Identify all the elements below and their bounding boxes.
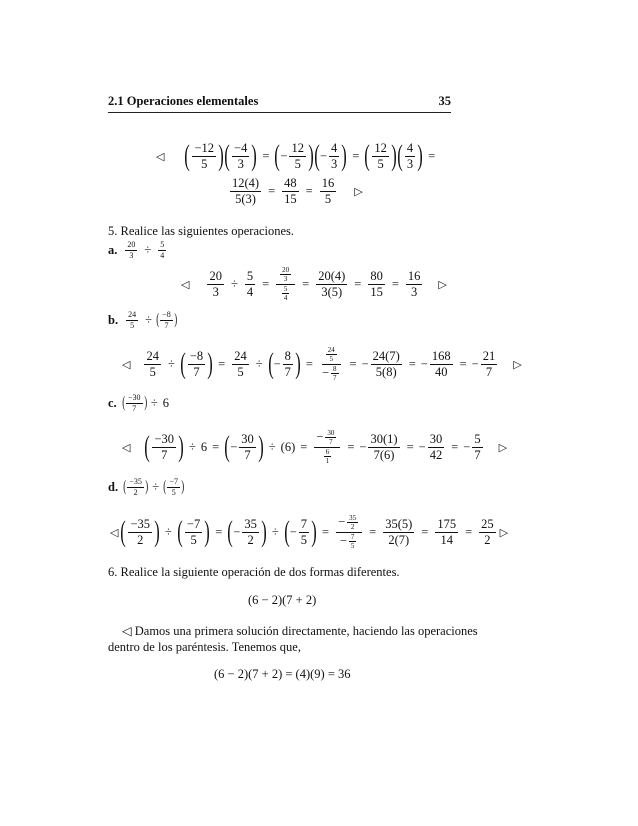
fraction: $\frac{7}{5}$: [300, 517, 308, 547]
fraction: $\frac{-4}{3}$: [234, 141, 248, 171]
exercise-5a-solution: ◁ $\frac{20}{3}$ ÷ $\frac{5}{4}$ = $\frac{\frac{20}{3}}{\frac{5}{4}}$ = $\frac{20(4)}{3(5)}$ = $\frac{80}{15}$ = $\frac{16}{3}$ ▷: [181, 266, 447, 302]
paren-group: ( $\frac{4}{3}$ ): [397, 139, 423, 172]
close-triangle-icon: ▷: [354, 185, 363, 198]
open-triangle-icon: ◁: [110, 526, 119, 539]
close-triangle-icon: ▷: [513, 358, 522, 371]
fraction: $\frac{4}{3}$: [331, 141, 338, 171]
section-title: 2.1 Operaciones elementales: [108, 94, 259, 108]
fraction: $\frac{12}{5}$: [374, 141, 387, 171]
compound-fraction: $\frac{\frac{20}{3}}{\frac{5}{4}}$: [276, 266, 295, 301]
fraction: $\frac{8}{7}$: [284, 349, 291, 379]
fraction: $\frac{20}{3}$: [127, 240, 136, 260]
paren-group: ( − $\frac{12}{5}$ ): [274, 139, 314, 172]
fraction: $\frac{12(4)}{5(3)}$: [232, 176, 260, 206]
fraction: $\frac{30(1)}{7(6)}$: [370, 432, 398, 462]
fraction: $\frac{-35}{2}$: [129, 477, 142, 497]
exercise-6-paragraph-line-1: ◁ Damos una primera solución directamente, haciendo las operaciones: [122, 624, 478, 638]
fraction: $\frac{24(7)}{5(8)}$: [372, 349, 400, 379]
paren-group: ( $\frac{12}{5}$ ): [364, 139, 397, 172]
fraction: $\frac{-8}{7}$: [189, 349, 204, 379]
exercise-5c-problem: c. ( $\frac{-30}{7}$ ) ÷ 6: [108, 393, 169, 413]
compound-fraction: − $\frac{35}{2}$ − $\frac{7}{5}$: [336, 514, 362, 549]
fraction: $\frac{-35}{2}$: [130, 517, 151, 547]
close-triangle-icon: ▷: [438, 278, 447, 291]
fraction: $\frac{80}{15}$: [370, 269, 383, 299]
exercise-5d-problem: d. ( $\frac{-35}{2}$ ) ÷ ( $\frac{-7}{5}$ ): [108, 477, 185, 497]
close-triangle-icon: ▷: [498, 441, 508, 454]
fraction: $\frac{16}{5}$: [321, 176, 335, 206]
fraction: $\frac{-30}{7}$: [154, 432, 175, 462]
fraction: $\frac{-7}{5}$: [169, 477, 178, 497]
fraction: $\frac{30}{42}$: [429, 432, 443, 462]
fraction: $\frac{35}{2}$: [244, 517, 257, 547]
fraction: $\frac{35(5)}{2(7)}$: [385, 517, 413, 547]
fraction: $\frac{20(4)}{3(5)}$: [318, 269, 346, 299]
page-number: 35: [438, 94, 451, 108]
intro-equation-line-2: $\frac{12(4)}{5(3)}$ = $\frac{48}{15}$ = $\frac{16}{5}$ ▷: [232, 176, 363, 206]
fraction: $\frac{21}{7}$: [482, 349, 496, 379]
exercise-5b-solution: ◁ $\frac{24}{5}$ ÷ ( $\frac{-8}{7}$ ) = $\frac{24}{5}$ ÷ ( − $\frac{8}{7}$ ) = $\frac{24}{5}$ − $\frac{8}{7}$ = − $\frac{24(7)}{5(8)}$ = − $\frac{168}{40}$ = − $\frac{21}{7}$ ▷: [122, 346, 522, 382]
fraction: $\frac{20}{3}$: [209, 269, 222, 299]
open-triangle-icon: ◁: [181, 278, 190, 291]
exercise-5-heading: 5. Realice las siguientes operaciones.: [108, 224, 295, 238]
fraction: $\frac{24}{5}$: [234, 349, 247, 379]
fraction: $\frac{16}{3}$: [407, 269, 421, 299]
compound-fraction: $\frac{24}{5}$ − $\frac{8}{7}$: [320, 346, 343, 381]
open-triangle-icon: ◁: [156, 150, 165, 163]
exercise-5c-solution: ◁ ( $\frac{-30}{7}$ ) ÷ 6 = ( − $\frac{30}{7}$ ) ÷ (6) = − $\frac{30}{7}$ $\frac{6}{1}$ = − $\frac{30(1)}{7(6)}$ = − $\frac{30}{42}$ = − $\frac{5}{7}$ ▷: [122, 429, 508, 465]
exercise-6-heading: 6. Realice la siguiente operación de dos formas diferentes.: [108, 565, 400, 579]
running-header: [108, 94, 451, 113]
fraction: $\frac{168}{40}$: [431, 349, 451, 379]
fraction: $\frac{25}{2}$: [481, 517, 494, 547]
fraction: $\frac{5}{4}$: [160, 240, 165, 260]
fraction: $\frac{-8}{7}$: [162, 310, 171, 330]
fraction: $\frac{-12}{5}$: [194, 141, 215, 171]
fraction: $\frac{5}{4}$: [246, 269, 254, 299]
compound-fraction: − $\frac{30}{7}$ $\frac{6}{1}$: [314, 429, 340, 464]
open-triangle-icon: ◁: [122, 441, 131, 454]
exercise-6-result: (6 − 2)(7 + 2) = (4)(9) = 36: [214, 667, 351, 681]
exercise-5a-problem: a. $\frac{20}{3}$ ÷ $\frac{5}{4}$: [108, 240, 165, 260]
open-triangle-icon: ◁: [122, 358, 131, 371]
exercise-6-paragraph-line-2: dentro de los paréntesis. Tenemos que,: [108, 640, 301, 654]
fraction: $\frac{48}{15}$: [284, 176, 297, 206]
fraction: $\frac{-30}{7}$: [128, 393, 141, 413]
fraction: $\frac{24}{5}$: [128, 310, 137, 330]
fraction: $\frac{12}{5}$: [291, 141, 304, 171]
fraction: $\frac{4}{3}$: [406, 141, 414, 171]
paren-group: ( − $\frac{4}{3}$ ): [314, 139, 348, 172]
paren-group: ( $\frac{-12}{5}$ ): [184, 139, 224, 172]
fraction: $\frac{-7}{5}$: [186, 517, 201, 547]
paren-group: ( $\frac{-4}{3}$ ): [224, 139, 258, 172]
intro-equation-line-1: ◁ ( $\frac{-12}{5}$ ) ( $\frac{-4}{3}$ ) = ( − $\frac{12}{5}$ ) ( − $\frac{4}{3}$ ) = ( $\frac{12}{5}$ ) ( $\frac{4}{3}$ ) =: [156, 139, 436, 172]
fraction: $\frac{175}{14}$: [437, 517, 457, 547]
fraction: $\frac{30}{7}$: [241, 432, 254, 462]
fraction: $\frac{24}{5}$: [146, 349, 159, 379]
exercise-6-expression: (6 − 2)(7 + 2): [248, 593, 317, 607]
exercise-5b-problem: b. $\frac{24}{5}$ ÷ ( $\frac{-8}{7}$ ): [108, 310, 177, 330]
close-triangle-icon: ▷: [499, 526, 509, 539]
fraction: $\frac{5}{7}$: [474, 432, 481, 462]
exercise-5d-solution: ◁ ( $\frac{-35}{2}$ ) ÷ ( $\frac{-7}{5}$ ) = ( − $\frac{35}{2}$ ) ÷ ( − $\frac{7}{5}$ ) = − $\frac{35}{2}$ − $\frac{7}{5}$ = $\frac{35(5)}{2(7)}$ = $\frac{175}{14}$ = $\frac{25}{2}$ ▷: [110, 514, 509, 550]
